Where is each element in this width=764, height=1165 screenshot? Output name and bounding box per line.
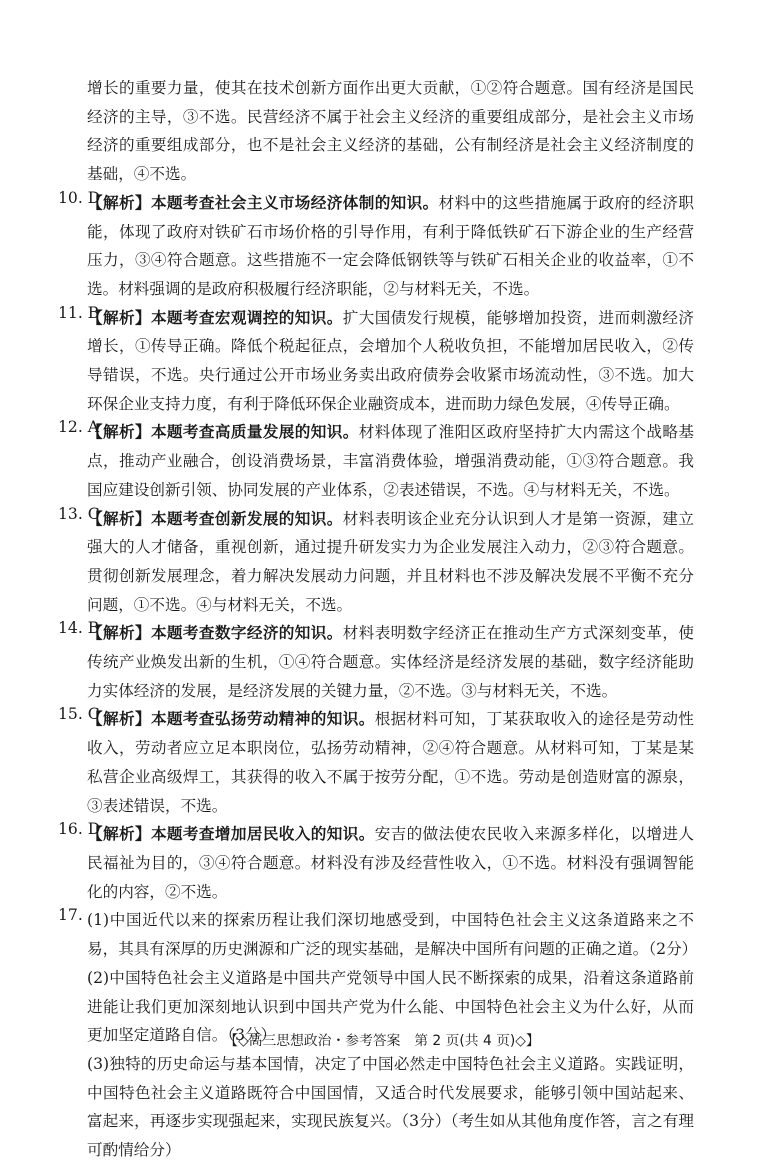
analysis-body: 材料表明数字经济正在推动生产方式深刻变革，使传统产业焕发出新的生机，①④符合题意。实体经济是经济发展的基础，数字经济能助力实体经济的发展，是经济发展的关键力量，②不选。③与材料无关，不选。	[87, 624, 694, 700]
question-item	[0, 820, 764, 906]
analysis-tag: 【解析】	[87, 824, 151, 844]
analysis-tag: 【解析】	[87, 623, 151, 643]
question-answer-text	[87, 418, 694, 504]
question-item	[0, 189, 764, 304]
analysis-body: 根据材料可知，丁某获取收入的途径是劳动性收入，劳动者应立足本职岗位，弘扬劳动精神，②④符合题意。从材料可知，丁某是某私营企业高级焊工，其获得的收入不属于按劳分配，①不选。劳动是创造财富的源泉，③表述错误，不选。	[87, 710, 694, 815]
analysis-body: 扩大国债发行规模，能够增加投资，进而刺激经济增长，①传导正确。降低个税起征点，会增加个人税收负担，不能增加居民收入，②传导错误，不选。央行通过公开市场业务卖出政府债券会收紧市场流动性，③不选。加大环保企业支持力度，有利于降低环保企业融资成本，进而助力绿色发展，④传导正确。	[87, 308, 694, 413]
page-footer: 【◇高三思想政治・参考答案 第 2 页(共 4 页)◇】	[224, 1033, 540, 1049]
question-number: 15. C	[58, 705, 100, 724]
intro-paragraph: 增长的重要力量，使其在技术创新方面作出更大贡献，①②符合题意。国有经济是国民经济的主导，③不选。民营经济不属于社会主义经济的重要组成部分，是社会主义市场经济的重要组成部分，也不是社会主义经济的基础，公有制经济是社会主义经济制度的基础，④不选。	[87, 79, 694, 184]
content-area	[0, 74, 764, 1165]
analysis-tag: 【解析】	[87, 422, 151, 442]
analysis-topic: 本题考查高质量发展的知识。	[150, 422, 359, 442]
question-answer-text	[87, 705, 694, 820]
question-number: 13. C	[58, 504, 100, 523]
q17-part-1: (1)中国近代以来的探索历程让我们深切地感受到，中国特色社会主义这条道路来之不易，其具有深厚的历史渊源和广泛的现实基础，是解决中国所有问题的正确之道。（2分）	[87, 911, 698, 959]
q17-part-3: (3)独特的历史命运与基本国情，决定了中国必然走中国特色社会主义道路。实践证明，中国特色社会主义道路既符合中国国情，又适合时代发展要求，能够引领中国站起来、富起来，再逐步实现强起来，实现民族复兴。（3分）（考生如从其他角度作答，言之有理可酌情给分）	[87, 1054, 694, 1160]
analysis-tag: 【解析】	[87, 508, 151, 528]
question-answer-text	[87, 619, 694, 705]
question-number: 10. D	[58, 188, 101, 207]
question-item	[0, 304, 764, 419]
analysis-body: 安吉的做法使农民收入来源多样化，以增进人民福祉为目的，③④符合题意。材料没有涉及经营性收入，①不选。材料没有强调智能化的内容，②不选。	[87, 825, 694, 901]
question-item	[0, 619, 764, 705]
question-item	[0, 505, 764, 620]
analysis-topic: 本题考查社会主义市场经济体制的知识。	[150, 192, 439, 212]
question-number: 16. D	[58, 820, 101, 839]
question-answer-text	[87, 304, 694, 419]
question-number: 12. A	[58, 418, 100, 437]
question-list	[0, 189, 764, 907]
question-number: 14. B	[58, 619, 100, 638]
question-answer-text	[87, 820, 694, 906]
question-item	[0, 705, 764, 820]
analysis-body: 材料表明该企业充分认识到人才是第一资源，建立强大的人才储备，重视创新，通过提升研发实力为企业发展注入动力，②③符合题意。贯彻创新发展理念，着力解决发展动力问题，并且材料也不涉及解决发展不平衡不充分问题，①不选。④与材料无关，不选。	[87, 509, 694, 614]
analysis-body: 材料体现了淮阳区政府坚持扩大内需这个战略基点，推动产业融合，创设消费场景，丰富消费体验，增强消费动能，①③符合题意。我国应建设创新引领、协同发展的产业体系，②表述错误，不选。④与材料无关，不选。	[87, 423, 694, 499]
question-item	[0, 418, 764, 504]
analysis-tag: 【解析】	[87, 307, 151, 327]
q17-part-2: (2)中国特色社会主义道路是中国共产党领导中国人民不断探索的成果，沿着这条道路前进能让我们更加深刻地认识到中国共产党为什么能、中国特色社会主义为什么好，从而更加坚定道路自信。（3分）	[87, 968, 694, 1045]
question-answer-text	[87, 505, 694, 620]
analysis-body: 材料中的这些措施属于政府的经济职能，体现了政府对铁矿石市场价格的引导作用，有利于降低铁矿石下游企业的生产经营压力，③④符合题意。这些措施不一定会降低钢铁等与铁矿石相关企业的收益率，①不选。材料强调的是政府积极履行经济职能，②与材料无关，不选。	[87, 193, 694, 298]
analysis-topic: 本题考查数字经济的知识。	[150, 623, 343, 643]
question-number: 11. B	[58, 303, 100, 322]
question-answer-text	[87, 189, 694, 304]
analysis-topic: 本题考查弘扬劳动精神的知识。	[150, 709, 375, 729]
analysis-topic: 本题考查宏观调控的知识。	[150, 307, 343, 327]
analysis-tag: 【解析】	[87, 192, 151, 212]
analysis-topic: 本题考查增加居民收入的知识。	[150, 824, 375, 844]
question-number: 17.	[58, 906, 83, 925]
analysis-topic: 本题考查创新发展的知识。	[150, 508, 343, 528]
analysis-tag: 【解析】	[87, 709, 151, 729]
